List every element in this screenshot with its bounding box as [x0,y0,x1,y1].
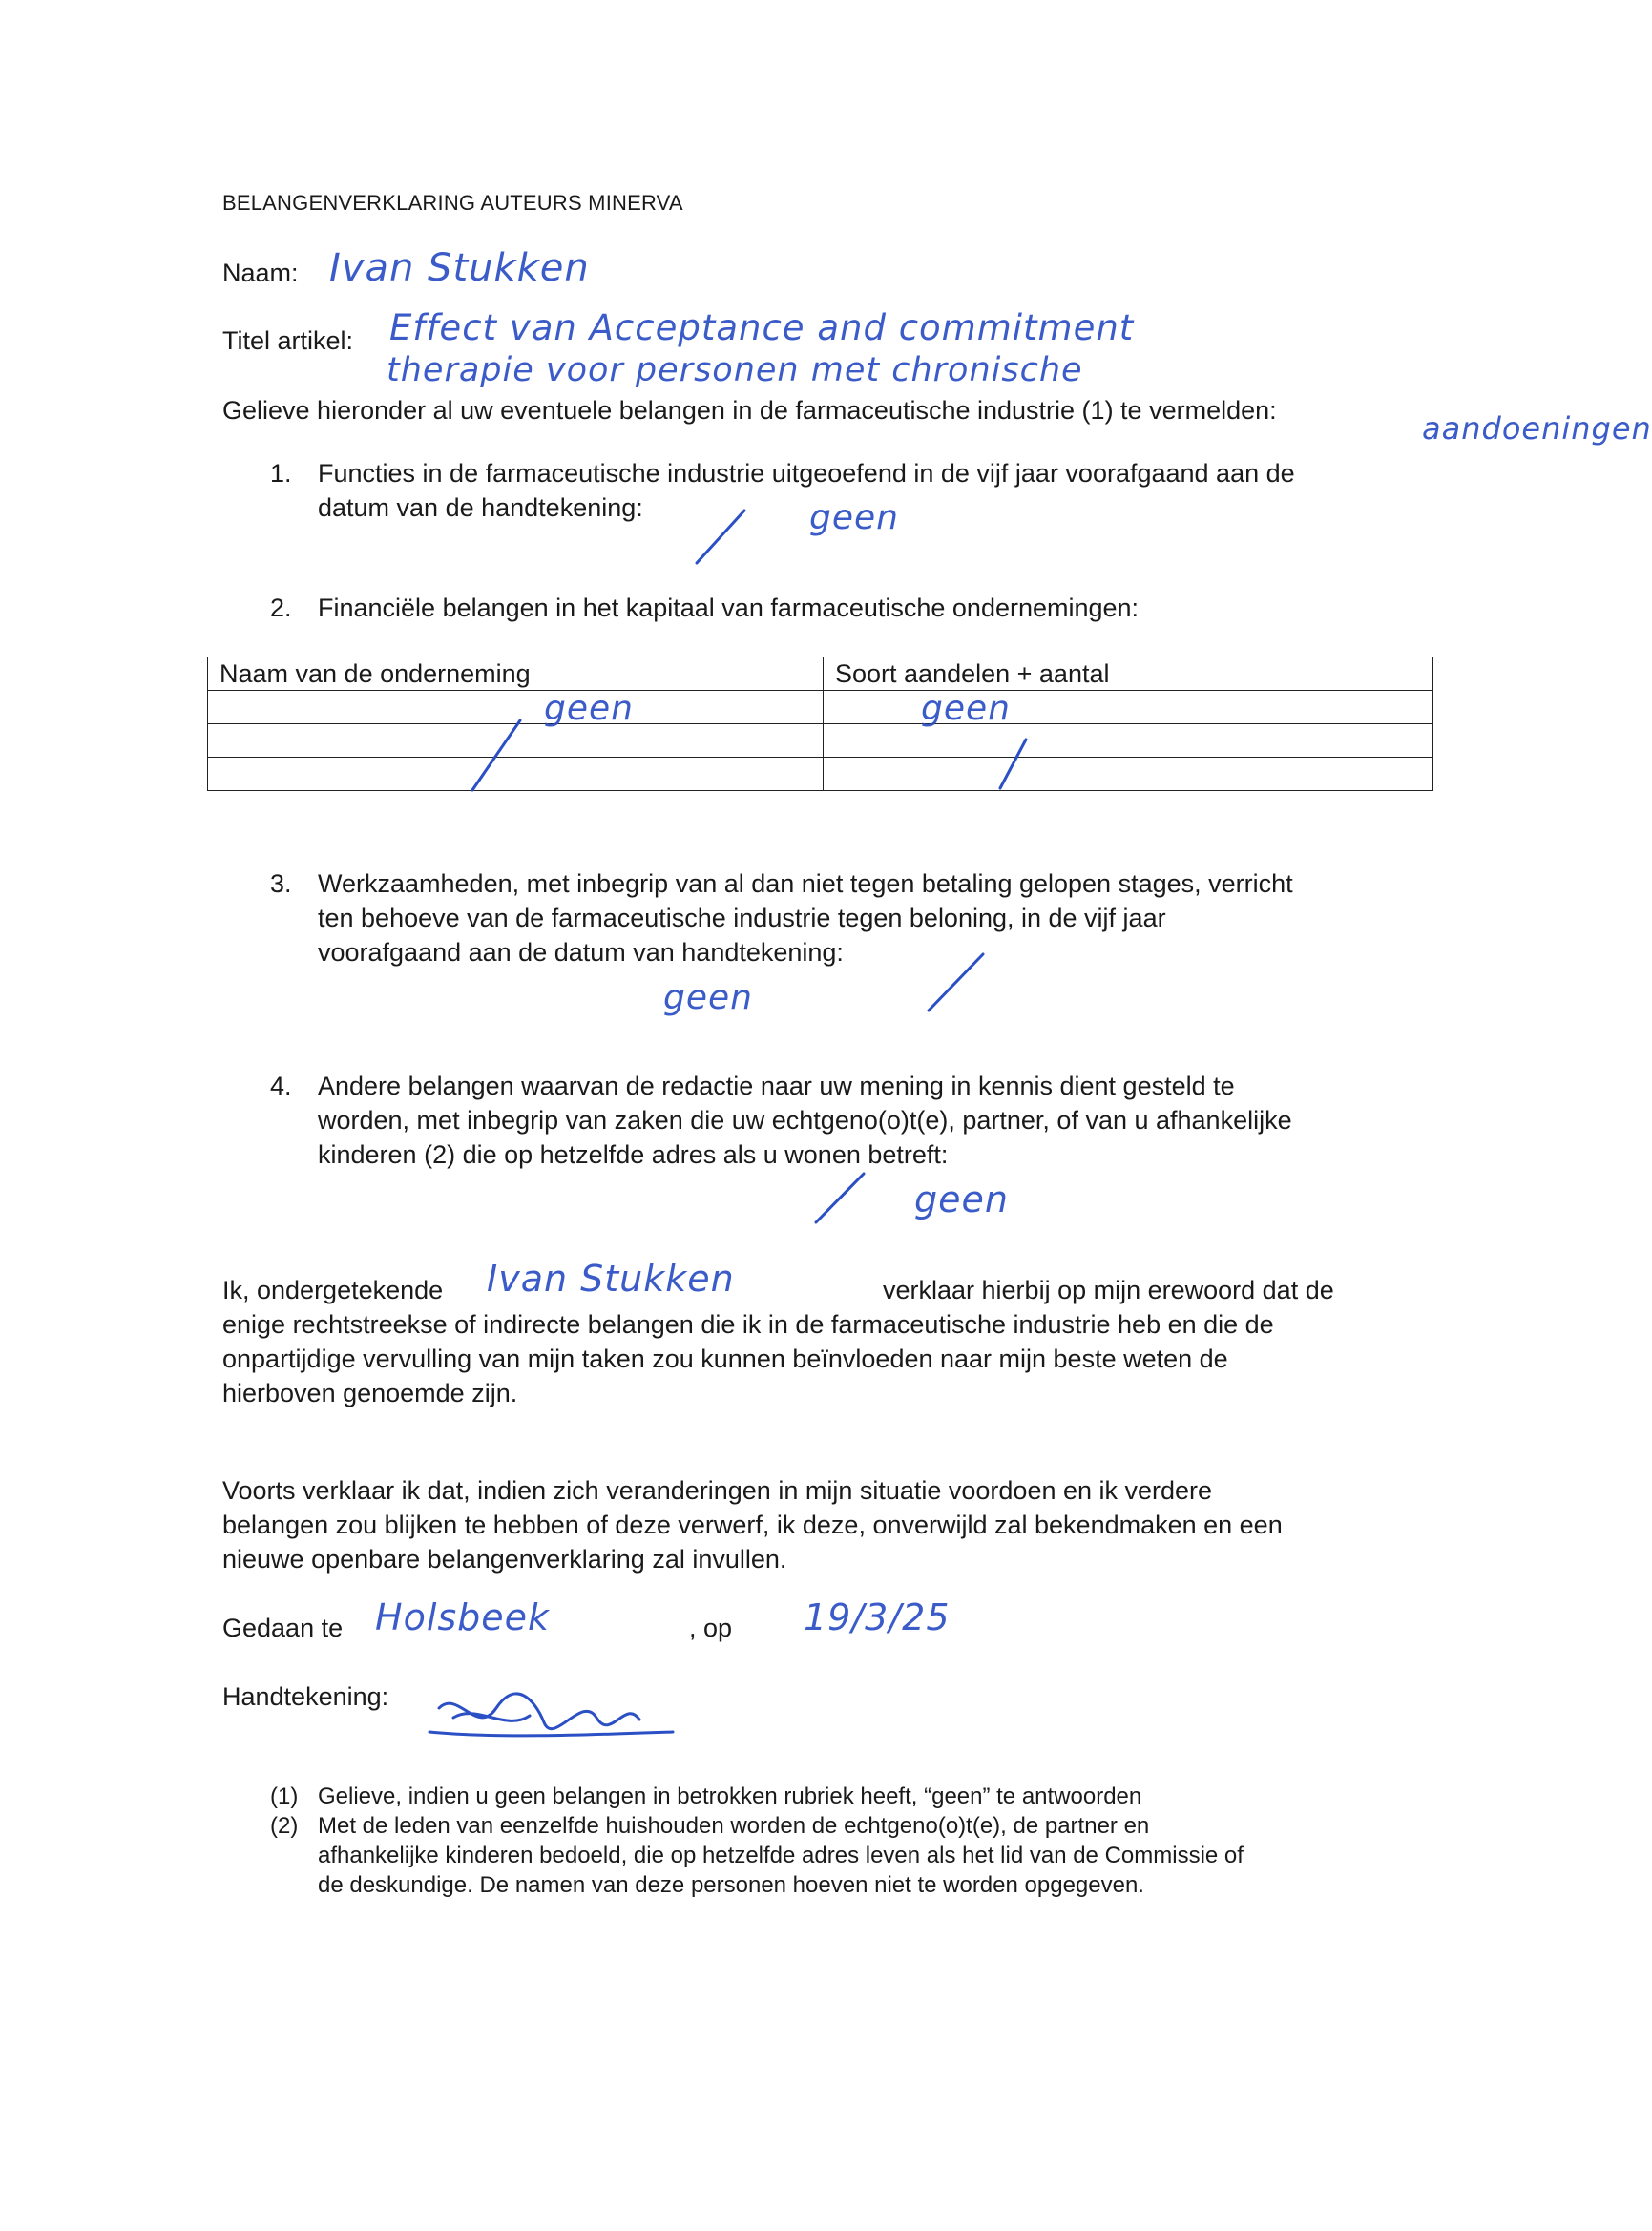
table-header-cell: Naam van de onderneming [208,657,824,691]
slash-mark-icon [993,735,1031,792]
gedaan-label: Gedaan te [222,1614,344,1642]
titel-label: Titel artikel: [222,326,354,355]
slash-mark-icon [692,506,749,568]
handtekening-label: Handtekening: [222,1682,389,1711]
item-3-line-2: ten behoeve van de farmaceutische industrie tegen beloning, in de vijf jaar [318,904,1166,932]
voorts-line-3: nieuwe openbare belangenverklaring zal invullen. [222,1545,787,1574]
voorts-line-2: belangen zou blijken te hebben of deze verwerf, ik deze, onverwijld zal bekendmaken en een [222,1511,1283,1539]
item-3-number: 3. [270,869,292,898]
declaration-line-4: hierboven genoemde zijn. [222,1379,518,1407]
item-4-line-1: Andere belangen waarvan de redactie naar uw mening in kennis dient gesteld te [318,1072,1235,1100]
table-answer-left[interactable]: geen [544,689,634,728]
item-4-number: 4. [270,1072,292,1100]
belangen-table [207,657,1433,791]
table-row [208,691,1433,724]
footnote-2-number: (2) [270,1813,299,1839]
item-2-line-1: Financiële belangen in het kapitaal van farmaceutische ondernemingen: [318,594,1140,622]
titel-handwritten-line3[interactable]: aandoeningen [1422,410,1652,447]
table-cell[interactable] [824,724,1433,758]
gedaan-place-handwritten[interactable]: Holsbeek [375,1596,551,1638]
item-3-answer[interactable]: geen [663,978,753,1017]
footnote-1-number: (1) [270,1783,299,1809]
table-row [208,724,1433,758]
footnote-2-line-3: de deskundige. De namen van deze personen hoeven niet te worden opgegeven. [318,1872,1144,1898]
item-1-answer[interactable]: geen [809,498,899,537]
document-header: BELANGENVERKLARING AUTEURS MINERVA [222,191,683,215]
table-cell[interactable] [824,691,1433,724]
declaration-start: Ik, ondergetekende [222,1276,444,1304]
date-handwritten[interactable]: 19/3/25 [804,1596,951,1638]
intro-text: Gelieve hieronder al uw eventuele belangen in de farmaceutische industrie (1) te vermelden: [222,396,1277,425]
item-1-number: 1. [270,459,292,488]
slash-mark-icon [811,1169,868,1226]
titel-handwritten-line1[interactable]: Effect van Acceptance and commitment [389,307,1135,348]
footnote-2-line-2: afhankelijke kinderen bedoeld, die op hetzelfde adres leven als het lid van de Commissie of [318,1843,1244,1868]
table-header-cell: Soort aandelen + aantal [824,657,1433,691]
table-header-row [208,657,1433,691]
item-1-line-2: datum van de handtekening: [318,493,643,522]
item-4-line-2: worden, met inbegrip van zaken die uw echtgeno(o)t(e), partner, of van u afhankelijke [318,1106,1292,1135]
declaration-line-2: enige rechtstreekse of indirecte belangen die ik in de farmaceutische industrie heb en die de [222,1310,1274,1339]
naam-handwritten[interactable]: Ivan Stukken [329,246,590,290]
table-answer-right[interactable]: geen [921,689,1011,728]
naam-label: Naam: [222,259,299,287]
item-2-number: 2. [270,594,292,622]
slash-mark-icon [468,716,525,792]
table-cell[interactable] [824,758,1433,791]
footnote-1-line-1: Gelieve, indien u geen belangen in betrokken rubriek heeft, “geen” te antwoorden [318,1783,1142,1809]
declaration-line-3: onpartijdige vervulling van mijn taken zou kunnen beïnvloeden naar mijn beste weten de [222,1345,1228,1373]
footnote-2-line-1: Met de leden van eenzelfde huishouden worden de echtgeno(o)t(e), de partner en [318,1813,1150,1839]
declaration-line-1-end: verklaar hierbij op mijn erewoord dat de [883,1276,1334,1304]
titel-handwritten-line2[interactable]: therapie voor personen met chronische [387,351,1083,389]
item-4-line-3: kinderen (2) die op hetzelfde adres als u wonen betreft: [318,1140,949,1169]
item-1-line-1: Functies in de farmaceutische industrie uitgeoefend in de vijf jaar voorafgaand aan de [318,459,1295,488]
voorts-line-1: Voorts verklaar ik dat, indien zich veranderingen in mijn situatie voordoen en ik verdere [222,1476,1213,1505]
item-3-line-3: voorafgaand aan de datum van handtekening: [318,938,844,967]
item-3-line-1: Werkzaamheden, met inbegrip van al dan niet tegen betaling gelopen stages, verricht [318,869,1293,898]
item-4-answer[interactable]: geen [914,1178,1009,1220]
declaration-name-handwritten[interactable]: Ivan Stukken [487,1258,735,1300]
slash-mark-icon [921,949,988,1016]
signature-icon [420,1679,678,1756]
table-row [208,758,1433,791]
op-label: , op [689,1614,733,1642]
